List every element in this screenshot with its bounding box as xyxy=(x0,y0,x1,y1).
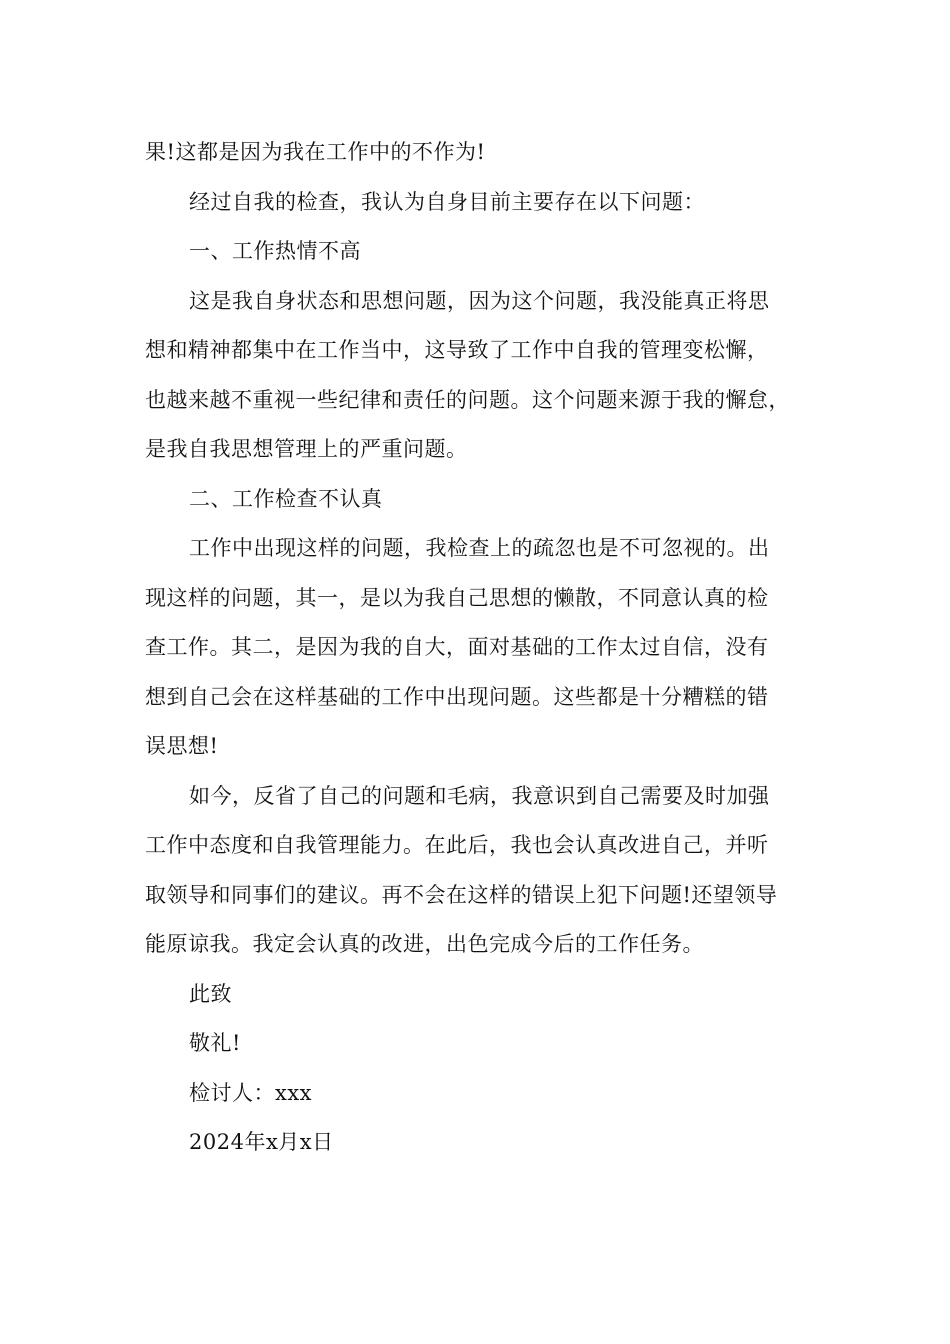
text-line: 取领导和同事们的建议。再不会在这样的错误上犯下问题!还望领导 xyxy=(145,882,778,907)
text-line: 如今，反省了自己的问题和毛病，我意识到自己需要及时加强 xyxy=(189,783,770,808)
text-line: 查工作。其二，是因为我的自大，面对基础的工作太过自信，没有 xyxy=(145,635,769,659)
text-line: 现这样的问题，其一，是以为我自己思想的懒散，不同意认真的检 xyxy=(145,585,769,610)
text-line: 工作中出现这样的问题，我检查上的疏忽也是不可忽视的。出 xyxy=(189,536,770,560)
text-line: 想和精神都集中在工作当中，这导致了工作中自我的管理变松懈， xyxy=(145,338,769,362)
text-line: 工作中态度和自我管理能力。在此后，我也会认真改进自己，并听 xyxy=(145,833,769,857)
text-line: 是我自我思想管理上的严重问题。 xyxy=(145,437,468,461)
text-line: 检讨人：xxx xyxy=(189,1080,313,1105)
text-line: 这是我自身状态和思想问题，因为这个问题，我没能真正将思 xyxy=(189,288,770,313)
text-line: 能原谅我。我定会认真的改进，出色完成今后的工作任务。 xyxy=(145,932,704,956)
text-line: 经过自我的检查，我认为自身目前主要存在以下问题： xyxy=(189,189,705,214)
text-line: 误思想! xyxy=(145,734,219,758)
text-line: 一、工作热情不高 xyxy=(189,239,361,263)
document-body xyxy=(145,128,835,1168)
text-line: 此致 xyxy=(189,981,232,1006)
text-line: 果!这都是因为我在工作中的不作为! xyxy=(145,140,486,164)
text-line: 想到自己会在这样基础的工作中出现问题。这些都是十分糟糕的错 xyxy=(145,684,769,709)
text-line: 也越来越不重视一些纪律和责任的问题。这个问题来源于我的懈怠， xyxy=(145,387,790,412)
text-line: 2024年x月x日 xyxy=(189,1130,334,1154)
text-line: 二、工作检查不认真 xyxy=(189,486,383,511)
text-line: 敬礼! xyxy=(189,1031,241,1055)
